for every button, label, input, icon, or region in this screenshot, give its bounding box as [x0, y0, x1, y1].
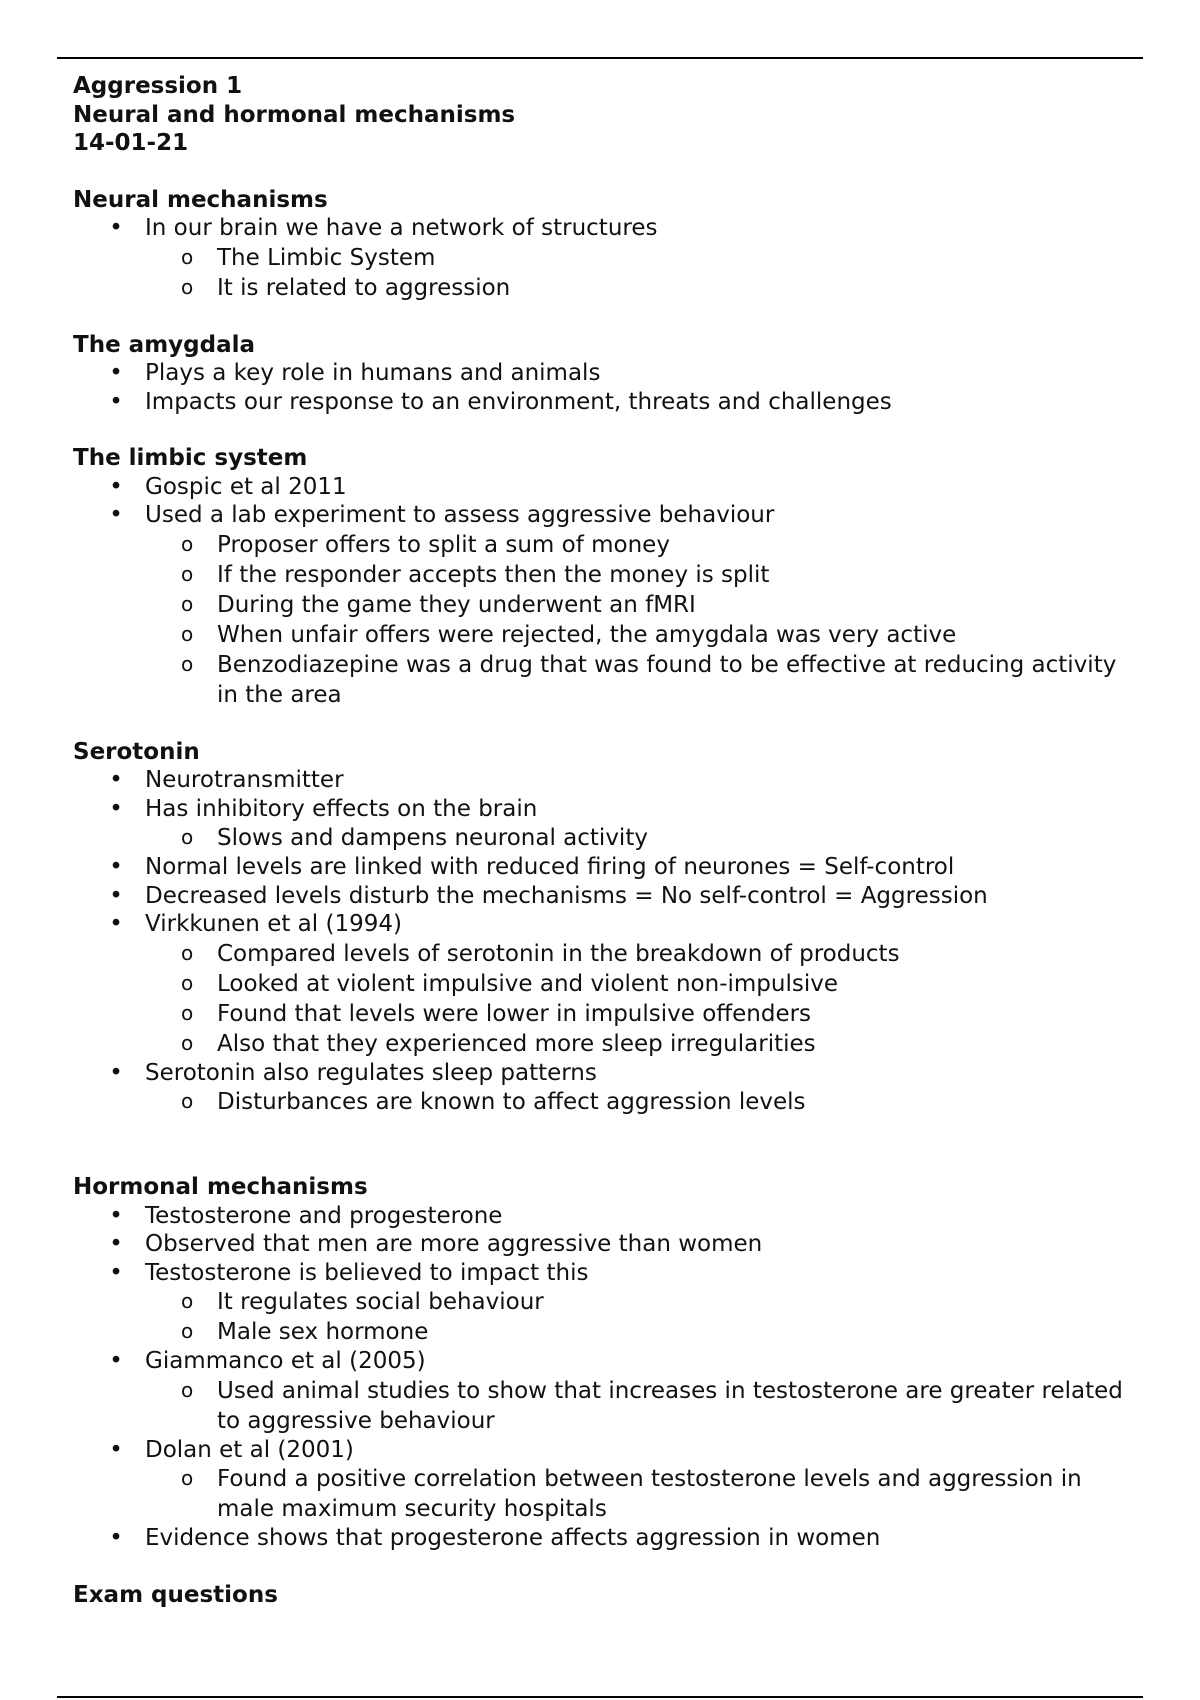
bullet-list — [73, 1202, 1133, 1553]
sub-bullet-icon: o — [181, 940, 194, 965]
sub-bullet-icon: o — [181, 1000, 194, 1025]
bullet-icon: • — [109, 1259, 123, 1286]
sub-bullet-icon: o — [181, 531, 194, 556]
section-heading: Exam questions — [73, 1581, 278, 1608]
sub-bullet-icon: o — [181, 1319, 194, 1343]
section-heading: The amygdala — [73, 331, 256, 358]
bullet-icon: • — [109, 1059, 123, 1086]
list-item: • Decreased levels disturb the mechanisms = No self-control = Aggression — [109, 882, 988, 909]
sub-list-item: o Benzodiazepine was a drug that was found to be effective at reducing activity in the area — [181, 651, 1117, 708]
sub-list-item: o Looked at violent impulsive and violent non-impulsive — [181, 970, 838, 997]
sub-list-item: o Also that they experienced more sleep irregularities — [181, 1030, 816, 1057]
bullet-icon: • — [109, 882, 123, 909]
sub-list-item: o Used animal studies to show that increases in testosterone are greater related to aggressive behaviour — [181, 1377, 1123, 1434]
list-item: • Testosterone is believed to impact this o It regulates social behaviour o Male sex hormone — [73, 1259, 1133, 1348]
section-heading: Neural mechanisms — [73, 186, 328, 213]
sub-bullet-icon: o — [181, 1030, 194, 1055]
bullet-icon: • — [109, 1436, 123, 1463]
bullet-icon: • — [109, 854, 123, 880]
bullet-icon: • — [109, 911, 123, 937]
sub-list-item: o During the game they underwent an fMRI — [181, 591, 696, 618]
list-item: • Gospic et al 2011 — [109, 473, 347, 500]
sub-list-item: o It is related to aggression — [181, 274, 511, 301]
document-date: 14-01-21 — [73, 130, 189, 156]
bullet-icon: • — [109, 1348, 123, 1374]
bullet-icon: • — [109, 215, 123, 241]
document-subtitle: Neural and hormonal mechanisms — [73, 101, 516, 128]
sub-list-item: o Compared levels of serotonin in the breakdown of products — [181, 940, 900, 967]
bullet-icon: • — [109, 1525, 123, 1551]
list-item: • Serotonin also regulates sleep patterns o Disturbances are known to affect aggression levels — [73, 1059, 1133, 1118]
list-item: • Has inhibitory effects on the brain o Slows and dampens neuronal activity — [73, 795, 1133, 854]
list-item: • Neurotransmitter — [109, 767, 344, 793]
bullet-icon: • — [109, 388, 123, 415]
section-hormonal — [73, 1173, 1133, 1553]
section-heading: Hormonal mechanisms — [73, 1174, 368, 1200]
sub-bullet-icon: o — [181, 1289, 194, 1313]
section-limbic — [73, 444, 1133, 710]
sub-list-item: o Found that levels were lower in impulsive offenders — [181, 1000, 812, 1027]
section-heading: Serotonin — [73, 738, 200, 765]
bullet-icon: • — [109, 473, 123, 500]
document-title: Aggression 1 — [73, 73, 243, 99]
section-amygdala — [73, 331, 1133, 417]
list-item: • Normal levels are linked with reduced firing of neurones = Self-control — [109, 854, 955, 880]
bullet-icon: • — [109, 767, 123, 793]
sub-list-item: o Male sex hormone — [181, 1319, 429, 1345]
top-rule — [57, 57, 1143, 59]
list-item: • Testosterone and progesterone — [109, 1202, 503, 1229]
list-item: • Plays a key role in humans and animals — [109, 360, 601, 386]
sub-list-item: o Slows and dampens neuronal activity — [181, 825, 648, 851]
bullet-list — [73, 473, 1133, 710]
sub-list-item: o When unfair offers were rejected, the amygdala was very active — [181, 621, 957, 648]
sub-bullet-icon: o — [181, 1089, 194, 1113]
bullet-icon: • — [109, 795, 123, 822]
list-item: • Impacts our response to an environment, threats and challenges — [109, 388, 892, 415]
sub-bullet-icon: o — [181, 621, 194, 646]
sub-bullet-icon: o — [181, 274, 194, 299]
bullet-list — [73, 359, 1133, 416]
sub-list-item: o Disturbances are known to affect aggression levels — [181, 1089, 806, 1115]
list-item: • Giammanco et al (2005) o Used animal studies to show that increases in testosterone are greater related to aggressive behaviour — [73, 1347, 1133, 1436]
section-serotonin — [73, 738, 1133, 1118]
sub-bullet-icon: o — [181, 651, 194, 676]
section-heading: The limbic system — [73, 445, 308, 471]
sub-list-item: o Proposer offers to split a sum of money — [181, 531, 670, 558]
bullet-icon: • — [109, 1202, 123, 1229]
bullet-icon: • — [109, 502, 123, 528]
bullet-list — [73, 214, 1133, 303]
sub-bullet-icon: o — [181, 1377, 194, 1402]
bullet-list — [73, 766, 1133, 1117]
sub-bullet-icon: o — [181, 591, 194, 616]
bottom-rule — [57, 1696, 1143, 1698]
document-body — [73, 72, 1133, 1609]
list-item: • In our brain we have a network of structures o The Limbic System o It is related to aggression — [73, 214, 1133, 303]
sub-list-item: o Found a positive correlation between testosterone levels and aggression in male maximum security hospitals — [181, 1466, 1082, 1522]
sub-bullet-icon: o — [181, 970, 194, 995]
bullet-icon: • — [109, 360, 123, 386]
sub-bullet-icon: o — [181, 1466, 194, 1490]
list-item: • Virkkunen et al (1994) o Compared levels of serotonin in the breakdown of products o Looked at violent impulsive and violent non-impulsive o Found that levels were lower in impulsive offenders o Also that they experienced more sleep irregularities — [73, 910, 1133, 1059]
section-neural — [73, 186, 1133, 303]
sub-bullet-icon: o — [181, 244, 194, 269]
list-item: • Evidence shows that progesterone affects aggression in women — [109, 1525, 881, 1551]
sub-bullet-icon: o — [181, 561, 194, 586]
sub-list-item: o It regulates social behaviour — [181, 1289, 544, 1315]
section-exam — [73, 1581, 1133, 1610]
sub-bullet-icon: o — [181, 825, 194, 849]
list-item: • Dolan et al (2001) o Found a positive correlation between testosterone levels and aggression in male maximum security hospitals — [73, 1436, 1133, 1525]
bullet-icon: • — [109, 1231, 123, 1257]
list-item: • Observed that men are more aggressive than women — [109, 1231, 763, 1257]
list-item: • Used a lab experiment to assess aggressive behaviour o Proposer offers to split a sum of money o If the responder accepts then the money is split o During the game they underwent an fMRI o When unfair offers were rejected, the amygdala was very active o Benzodiazepine was a drug that was found to be effective at reducing activity in the area — [73, 501, 1133, 710]
sub-list-item: o If the responder accepts then the money is split — [181, 561, 770, 588]
sub-list-item: o The Limbic System — [181, 244, 436, 271]
